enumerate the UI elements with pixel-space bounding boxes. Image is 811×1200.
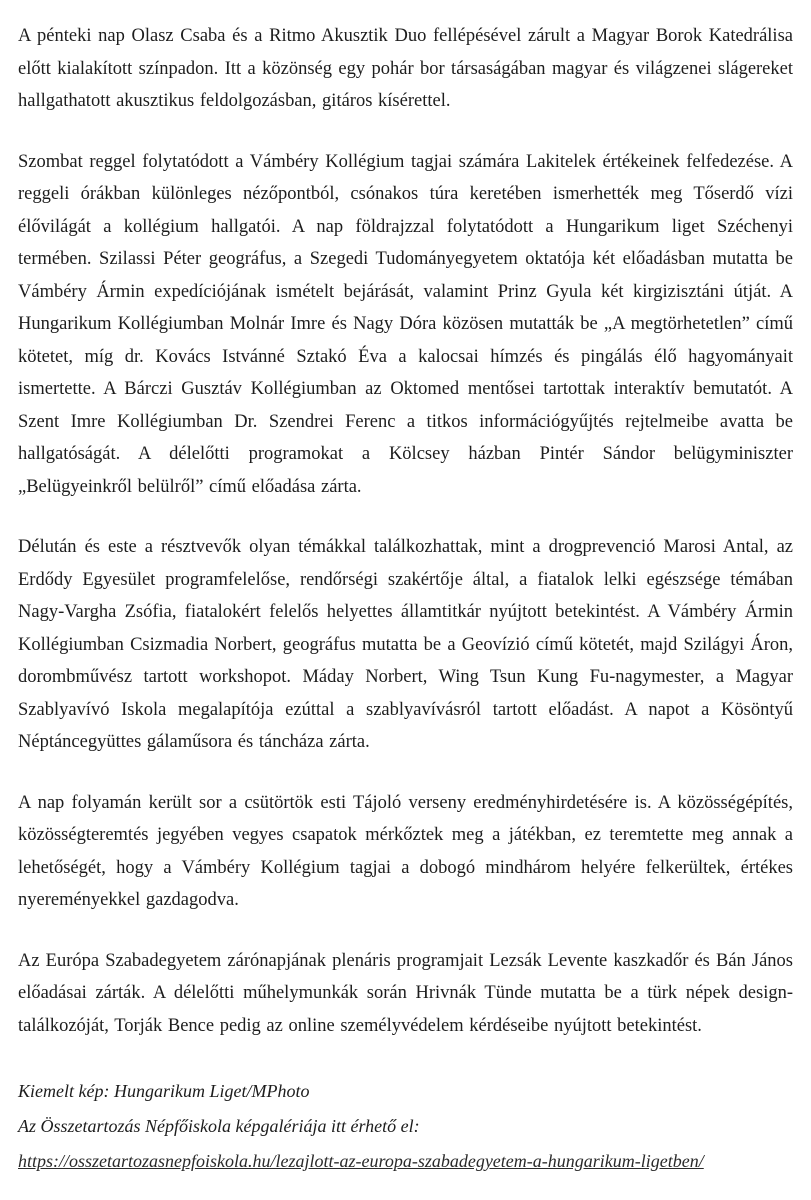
article-body — [18, 20, 793, 1042]
paragraph-closing-day: Az Európa Szabadegyetem zárónapjának plenáris programjait Lezsák Levente kaszkadőr és Bán János előadásai zárták. A délelőtti műhelymunkák során Hrivnák Tünde mutatta be a türk népek design-találkozóját, Torják Bence pedig az online személyvédelem kérdéseibe nyújtott betekintést. — [18, 950, 793, 1036]
article-footer — [18, 1074, 793, 1179]
photo-credit: Kiemelt kép: Hungarikum Liget/MPhoto — [18, 1081, 310, 1101]
gallery-link[interactable]: https://osszetartozasnepfoiskola.hu/lezajlott-az-europa-szabadegyetem-a-hungarikum-ligetben/ — [18, 1151, 704, 1171]
paragraph-tajolo-contest: A nap folyamán került sor a csütörtök esti Tájoló verseny eredményhirdetésére is. A közösségépítés, közösségteremtés jegyében vegyes csapatok mérkőztek meg a játékban, ez teremtette meg annak a lehetőségét, hogy a Vámbéry Kollégium tagjai a dobogó mindhárom helyére felkerültek, értékes nyereményekkel gazdagodva. — [18, 792, 793, 910]
paragraph-friday-concert: A pénteki nap Olasz Csaba és a Ritmo Akusztik Duo fellépésével zárult a Magyar Borok Katedrálisa előtt kialakított színpadon. Itt a közönség egy pohár bor társaságában magyar és világzenei slágereket hallgathatott akusztikus feldolgozásban, gitáros kísérettel. — [18, 26, 793, 111]
paragraph-afternoon-evening: Délután és este a résztvevők olyan témákkal találkozhattak, mint a drogprevenció Marosi Antal, az Erdődy Egyesület programfelelőse, rendőrségi szakértője által, a fiatalok lelki egészsége témában Nagy-Vargha Zsófia, fiatalokért felelős helyettes államtitkár nyújtott betekintést. A Vámbéry Ármin Kollégiumban Csizmadia Norbert, geográfus mutatta be a Geovízió című kötetét, majd Szilágyi Áron, dorombművész tartott workshopot. Máday Norbert, Wing Tsun Kung Fu-nagymester, a Magyar Szablyavívó Iskola megalapítója ezúttal a szablyavívásról tartott előadást. A napot a Kösöntyű Néptáncegyüttes gálaműsora és táncháza zárta. — [18, 537, 793, 752]
paragraph-saturday-morning: Szombat reggel folytatódott a Vámbéry Kollégium tagjai számára Lakitelek értékeinek felfedezése. A reggeli órákban különleges nézőpontból, csónakos túra keretében ismerhették meg Tőserdő vízi élővilágát a kollégium hallgatói. A nap földrajzzal folytatódott a Hungarikum liget Széchenyi termében. Szilassi Péter geográfus, a Szegedi Tudományegyetem oktatója két előadásban mutatta be Vámbéry Ármin expedíciójának ismételt bejárását, valamint Prinz Gyula két kirgizisztáni útját. A Hungarikum Kollégiumban Molnár Imre és Nagy Dóra közösen mutatták be „A megtörhetetlen” című kötetet, míg dr. Kovács Istvánné Sztakó Éva a kalocsai hímzés és pingálás élő hagyományait ismertette. A Bárczi Gusztáv Kollégiumban az Oktomed mentősei tartottak interaktív bemutatót. A Szent Imre Kollégiumban Dr. Szendrei Ferenc a titkos információgyűjtés rejtelmeibe avatta be hallgatóságát. A délelőtti programokat a Kölcsey házban Pintér Sándor belügyminiszter „Belügyeinkről belülről” című előadása zárta. — [18, 151, 793, 497]
gallery-note: Az Összetartozás Népfőiskola képgalériája itt érhető el: — [18, 1116, 420, 1136]
